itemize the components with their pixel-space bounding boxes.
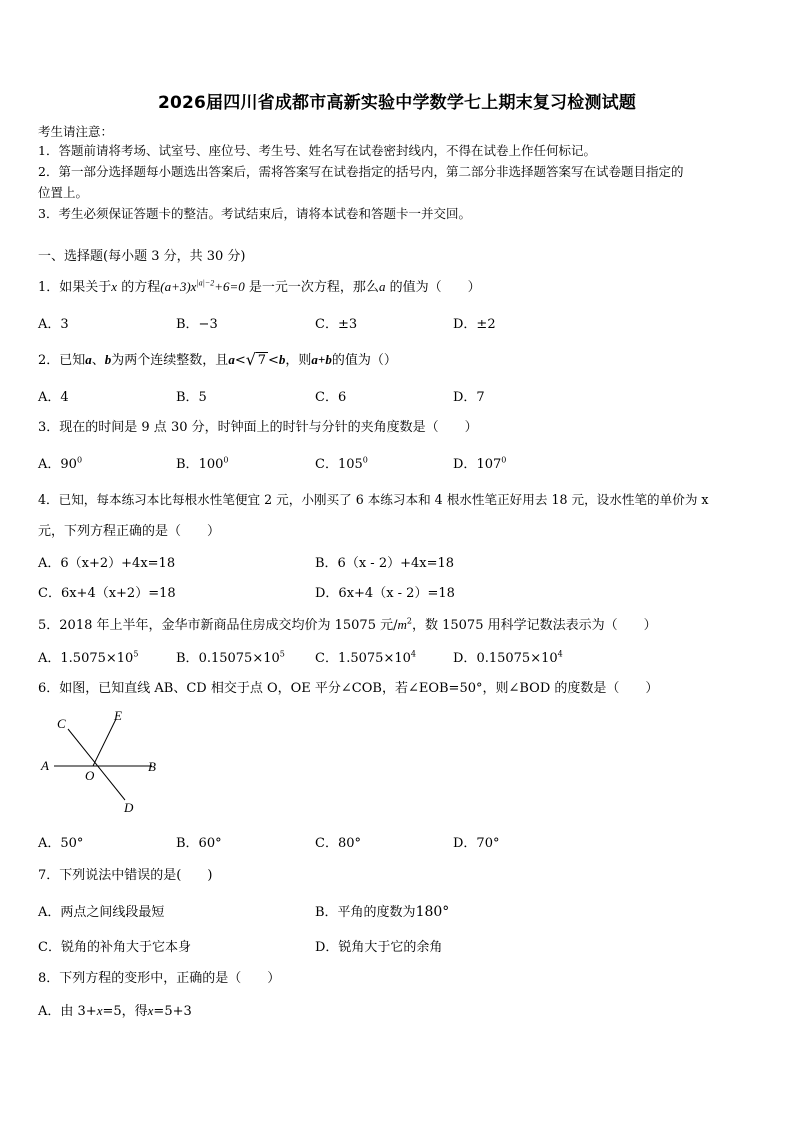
- label-o: O: [85, 768, 95, 783]
- q5-option-c[interactable]: [315, 647, 416, 666]
- notice-item-2: 2．第一部分选择题每小题选出答案后，需将答案写在试卷指定的括号内，第二部分非选择题答案写在试卷题目指定的: [38, 164, 684, 179]
- q5-option-a[interactable]: [38, 647, 138, 666]
- q6-option-c[interactable]: C．80°: [315, 836, 361, 851]
- q2-var-a2: a: [228, 352, 235, 367]
- q3-d-label: D．: [453, 457, 477, 472]
- q3-a-sup: 0: [76, 455, 83, 465]
- q1-var-a: a: [378, 279, 386, 294]
- label-a: A: [41, 758, 49, 773]
- q8-a-var-x2: x: [147, 1003, 154, 1018]
- q3-c-sup: 0: [362, 455, 368, 465]
- q8-a-text-1: A．由 3+: [38, 1004, 97, 1019]
- page-title: 2026届四川省成都市高新实验中学数学七上期末复习检测试题: [157, 93, 637, 113]
- q8-a-var-x: x: [96, 1003, 103, 1018]
- q5-option-d[interactable]: [453, 647, 563, 666]
- q5-b-sup: 5: [279, 649, 285, 659]
- q5-d-sup: 4: [557, 649, 563, 659]
- q4-option-b[interactable]: B．6（x - 2）+4x=18: [315, 556, 455, 571]
- q3-a-label: A．: [38, 457, 61, 472]
- q5-c-value: 1.5075×10: [337, 651, 411, 666]
- q2-lt: <: [234, 353, 246, 368]
- q2-option-b[interactable]: B．5: [176, 390, 207, 405]
- q7-b-value: 180°: [415, 904, 450, 920]
- q2-var-b2: b: [278, 352, 286, 367]
- q3-b-value: 100: [198, 457, 224, 472]
- q5-a-sup: 5: [133, 649, 139, 659]
- q5-b-label: B．: [176, 651, 199, 666]
- q3-option-d[interactable]: [453, 453, 506, 472]
- q2-sep: 、: [91, 353, 105, 368]
- question-2: [38, 349, 397, 368]
- question-4-line-2: 元，下列方程正确的是（ ）: [38, 524, 221, 539]
- q3-d-sup: 0: [501, 455, 507, 465]
- q1-exponent: |a|−2: [196, 278, 215, 288]
- q1-var-x: x: [111, 279, 118, 294]
- q1-text-2: 的方程: [121, 280, 161, 295]
- question-5: [38, 614, 657, 633]
- q1-text-3: 是一元一次方程，那么: [248, 280, 379, 295]
- q2-text-2: 为两个连续整数，且: [111, 353, 229, 368]
- q7-option-c[interactable]: C．锐角的补角大于它本身: [38, 940, 191, 955]
- q2-var-a: a: [85, 352, 92, 367]
- q1-text-1: 如果关于: [59, 280, 112, 295]
- q2-lt2: <: [268, 353, 279, 368]
- question-1: [38, 276, 481, 295]
- q7-option-a[interactable]: A．两点之间线段最短: [38, 905, 165, 920]
- q3-d-value: 107: [476, 457, 502, 472]
- q1-option-b[interactable]: B．−3: [176, 317, 218, 332]
- label-d: D: [124, 800, 134, 815]
- q5-unit: m: [397, 617, 407, 632]
- q7-option-b[interactable]: [315, 901, 449, 920]
- question-6: 6．如图，已知直线 AB、CD 相交于点 O，OE 平分∠COB，若∠EOB=50°，则∠BOD 的度数是（ ）: [38, 681, 659, 696]
- q5-d-label: D．: [453, 651, 477, 666]
- q3-c-value: 105: [337, 457, 363, 472]
- notice-item-1: 1．答题前请将考场、试室号、座位号、考生号、姓名写在试卷密封线内，不得在试卷上作任何标记。: [38, 143, 596, 158]
- q6-figure: [38, 705, 168, 820]
- question-4-line-1: 4．已知，每本练习本比每根水性笔便宜 2 元，小刚买了 6 本练习本和 4 根水性笔正好用去 18 元，设水性笔的单价为 x: [38, 492, 709, 507]
- section-heading: 一、选择题(每小题 3 分，共 30 分): [38, 249, 246, 264]
- line-cd: [68, 729, 125, 800]
- q1-option-d[interactable]: D．±2: [453, 317, 496, 332]
- q5-text-2: ，数 15075 用科学记数法表示为（ ）: [411, 618, 657, 633]
- q8-a-text-3: =5+3: [153, 1004, 192, 1019]
- question-7: 7．下列说法中错误的是( ): [38, 868, 213, 883]
- q1-equation-2: +6=0: [214, 279, 245, 294]
- q3-option-b[interactable]: [176, 453, 228, 472]
- q5-a-label: A．: [38, 651, 61, 666]
- q2-option-c[interactable]: C．6: [315, 390, 347, 405]
- q5-d-value: 0.15075×10: [476, 651, 558, 666]
- q4-option-a[interactable]: A．6（x+2）+4x=18: [38, 556, 176, 571]
- q6-option-b[interactable]: B．60°: [176, 836, 222, 851]
- q7-b-text: B．平角的度数为: [315, 905, 416, 920]
- q5-a-value: 1.5075×10: [60, 651, 134, 666]
- q8-option-a[interactable]: [38, 1000, 192, 1019]
- q3-b-label: B．: [176, 457, 199, 472]
- q6-option-d[interactable]: D．70°: [453, 836, 500, 851]
- q2-text-3: ，则: [285, 353, 312, 368]
- q2-radical: √ 7: [245, 350, 266, 369]
- question-3: 3．现在的时间是 9 点 30 分，时钟面上的时针与分针的夹角度数是（ ）: [38, 420, 478, 435]
- q1-text-4: 的值为（ ）: [389, 280, 481, 295]
- q3-option-c[interactable]: [315, 453, 368, 472]
- q5-option-b[interactable]: [176, 647, 285, 666]
- label-e: E: [114, 708, 122, 723]
- q3-a-value: 90: [60, 457, 77, 472]
- q5-c-label: C．: [315, 651, 338, 666]
- q2-var-b: b: [104, 352, 112, 367]
- q8-a-text-2: =5，得: [102, 1004, 148, 1019]
- q1-equation: (a+3)x: [160, 279, 197, 294]
- q5-c-sup: 4: [410, 649, 416, 659]
- q2-sum: a+b: [311, 352, 332, 367]
- q2-text-1: 2．已知: [38, 353, 86, 368]
- label-c: C: [57, 716, 66, 731]
- q2-option-d[interactable]: D．7: [453, 390, 485, 405]
- q3-c-label: C．: [315, 457, 338, 472]
- q2-option-a[interactable]: A．4: [38, 390, 69, 405]
- q4-option-d[interactable]: D．6x+4（x - 2）=18: [315, 586, 455, 601]
- q4-option-c[interactable]: C．6x+4（x+2）=18: [38, 586, 176, 601]
- ray-oe: [93, 719, 116, 766]
- q1-option-c[interactable]: C．±3: [315, 317, 358, 332]
- q2-radicand: 7: [257, 353, 266, 368]
- notice-heading: 考生请注意：: [38, 124, 114, 139]
- q3-option-a[interactable]: [38, 453, 82, 472]
- notice-item-2-cont: 位置上。: [38, 185, 89, 200]
- question-8: 8．下列方程的变形中，正确的是（ ）: [38, 971, 281, 986]
- q5-b-value: 0.15075×10: [198, 651, 280, 666]
- q3-b-sup: 0: [223, 455, 229, 465]
- q5-text-1: 5．2018 年上半年，金华市新商品住房成交均价为 15075 元/: [38, 618, 398, 633]
- q1-option-a[interactable]: A．3: [38, 317, 69, 332]
- label-b: B: [148, 759, 156, 774]
- q7-option-d[interactable]: D．锐角大于它的余角: [315, 940, 443, 955]
- q6-option-a[interactable]: A．50°: [38, 836, 84, 851]
- q2-text-4: 的值为（）: [331, 353, 397, 368]
- q5-unit-sup: 2: [406, 616, 412, 626]
- q1-num: 1．: [38, 280, 60, 295]
- notice-item-3: 3．考生必须保证答题卡的整洁。考试结束后，请将本试卷和答题卡一并交回。: [38, 206, 471, 221]
